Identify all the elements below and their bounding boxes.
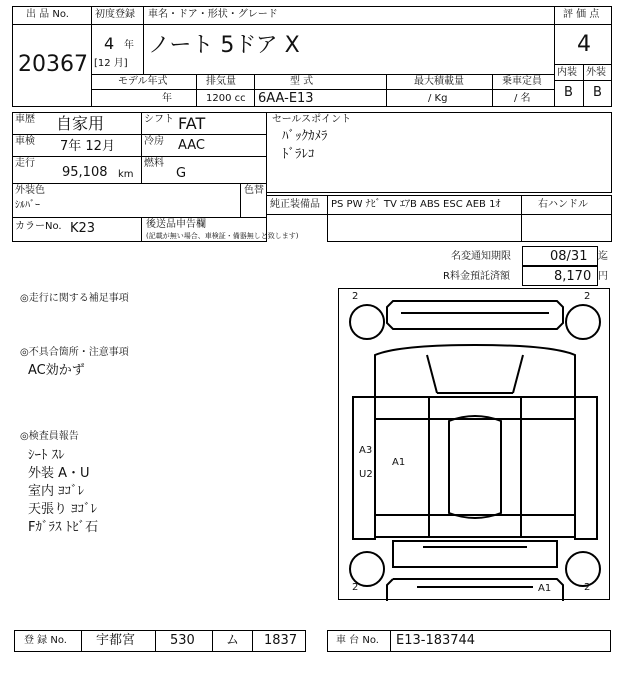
fuel-label: 燃料 <box>144 158 164 169</box>
first-registration-year: 4 <box>104 34 115 53</box>
model-year-unit: 年 <box>162 93 172 104</box>
inspection-value: 7年 12月 <box>60 139 115 154</box>
first-registration-month: [12 月] <box>94 58 128 69</box>
exterior-grade: B <box>593 85 602 100</box>
name-change-label: 名変通知期限 <box>451 251 511 262</box>
ac-value: AAC <box>178 138 205 153</box>
shift-value: FAT <box>178 114 206 133</box>
recolor-label: 色替 <box>244 185 264 196</box>
inspector-item: ｼｰﾄ ｽﾚ <box>28 448 65 463</box>
mileage-unit: km <box>118 169 134 180</box>
recycle-amount: 8,170 <box>554 269 592 284</box>
history-value: 自家用 <box>56 114 105 133</box>
displacement-value: 1200 cc <box>206 93 246 104</box>
recycle-label: R料金預託済額 <box>443 271 510 282</box>
registration-area: 宇都宮 <box>96 633 136 648</box>
ac-label: 冷房 <box>144 136 164 147</box>
inspector-item: 室内 ﾖｺﾞﾚ <box>28 484 85 499</box>
registration-label: 登 録 No. <box>24 635 67 646</box>
car-name: ノート 5ドア X <box>148 33 300 58</box>
damage-mark: U2 <box>359 469 373 480</box>
blank-row <box>327 214 612 242</box>
sales-point-item: ﾊﾞｯｸｶﾒﾗ <box>282 129 328 144</box>
fuel-value: G <box>176 166 187 181</box>
capacity-label: 乗車定員 <box>502 76 542 87</box>
displacement-label: 排気量 <box>206 76 236 87</box>
registration-kana: ム <box>226 633 240 648</box>
lot-number: 20367 <box>18 52 88 77</box>
chassis-number: E13-183744 <box>396 633 476 648</box>
registration-class: 530 <box>170 633 195 648</box>
corner-count-bottom-right: 2 <box>584 582 591 593</box>
type-value: 6AA-E13 <box>258 91 314 106</box>
registration-number: 1837 <box>264 633 298 648</box>
corner-count-bottom-left: 2 <box>352 582 359 593</box>
mileage-label: 走行 <box>15 158 35 169</box>
damage-mark: A1 <box>392 457 406 468</box>
capacity-value: / 名 <box>514 93 531 104</box>
lot-label: 出 品 No. <box>26 9 69 20</box>
exterior-color-label: 外装色 <box>15 185 45 196</box>
exterior-color-value: ｼﾙﾊﾞｰ <box>15 200 40 211</box>
inspector-item: 外装 A・U <box>28 466 90 481</box>
mileage-value: 95,108 <box>62 165 108 180</box>
interior-label: 内装 <box>557 67 577 78</box>
sales-points-label: セールスポイント <box>272 114 352 125</box>
year-unit: 年 <box>124 40 134 51</box>
defects-title: ◎不具合箇所・注意事項 <box>20 347 129 358</box>
model-year-label: モデル年式 <box>118 76 168 87</box>
score-value: 4 <box>577 32 591 57</box>
damage-mark: A1 <box>538 583 552 594</box>
aftermarket-label: 後送品申告欄 <box>146 219 206 230</box>
car-name-label: 車名・ドア・形状・グレード <box>148 9 278 20</box>
interior-grade: B <box>564 85 573 100</box>
steering-value: 右ハンドル <box>538 199 588 210</box>
aftermarket-note: (記載が無い場合、車検証・備器無しと致します) <box>146 232 299 240</box>
shift-label: シフト <box>144 114 174 125</box>
driving-notes-title: ◎走行に関する補足事項 <box>20 293 129 304</box>
equipment-label: 純正装備品 <box>270 199 320 210</box>
inspector-report-title: ◎検査員報告 <box>20 431 79 442</box>
inspection-label: 車検 <box>15 136 35 147</box>
max-load-value: / Kg <box>428 93 448 104</box>
exterior-label: 外装 <box>586 67 606 78</box>
inspector-item: 天張り ﾖｺﾞﾚ <box>28 502 98 517</box>
history-label: 車歴 <box>15 114 35 125</box>
inspector-item: Fｶﾞﾗｽ ﾄﾋﾞ石 <box>28 520 99 535</box>
sales-point-item: ﾄﾞﾗﾚｺ <box>282 147 315 162</box>
corner-count-top-left: 2 <box>352 291 359 302</box>
type-label: 型 式 <box>290 76 314 87</box>
first-registration-label: 初度登録 <box>95 9 135 20</box>
name-change-suffix: 迄 <box>598 251 608 262</box>
score-label: 評 価 点 <box>563 9 600 20</box>
corner-count-top-right: 2 <box>584 291 591 302</box>
car-diagram <box>338 288 610 600</box>
color-no-value: K23 <box>70 221 96 236</box>
recycle-unit: 円 <box>598 271 608 282</box>
car-outline-drawing <box>339 289 611 601</box>
color-no-label: カラーNo. <box>15 221 62 232</box>
defect-item: AC効かず <box>28 363 85 378</box>
equipment-value: PS PW ﾅﾋﾞ TV ｴｱB ABS ESC AEB 1ｵ <box>331 199 501 210</box>
chassis-label: 車 台 No. <box>336 635 379 646</box>
max-load-label: 最大積載量 <box>414 76 464 87</box>
name-change-date: 08/31 <box>550 249 588 264</box>
damage-mark: A3 <box>359 445 373 456</box>
